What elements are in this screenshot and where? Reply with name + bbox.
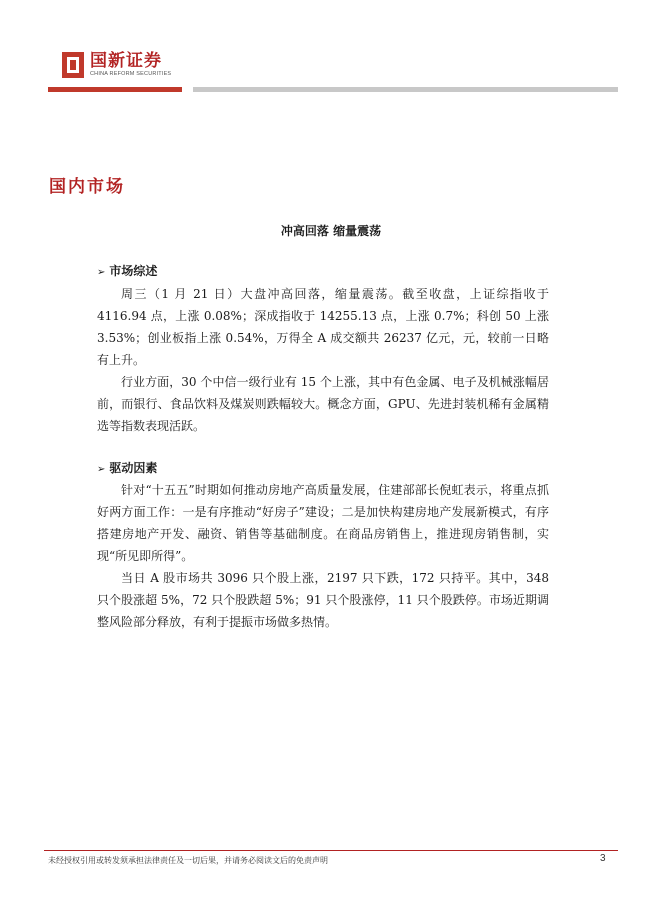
- logo-chinese-name: 国新证券: [90, 50, 162, 71]
- header-rule: [193, 87, 618, 92]
- arrow-bullet-icon: ➢: [97, 267, 106, 278]
- footer-rule: [44, 850, 618, 851]
- article-title: 冲高回落 缩量震荡: [280, 224, 382, 238]
- arrow-bullet-icon: ➢: [97, 464, 106, 475]
- footer-disclaimer: 未经授权引用或转发须承担法律责任及一切后果，并请务必阅读文后的免责声明: [48, 856, 328, 865]
- company-logo: [62, 50, 171, 80]
- page-number: 3: [600, 853, 606, 864]
- logo-english-name: CHINA REFORM SECURITIES: [90, 70, 172, 77]
- paragraph: 行业方面，30 个中信一级行业有 15 个上涨，其中有色金属、电子及机械涨幅居前，而银行、食品饮料及煤炭则跌幅较大。概念方面，GPU、先进封装机稀有金属精选等指数表现活跃。: [97, 375, 549, 433]
- logo-mark-icon: [62, 52, 84, 78]
- section-title: 国内市场: [49, 177, 125, 197]
- paragraph: 周三（1 月 21 日）大盘冲高回落，缩量震荡。截至收盘，上证综指收于 4116.94 点，上涨 0.08%；深成指收于 14255.13 点，上涨 0.7%；科创 50 上涨 3.53%；创业板指上涨 0.54%，万得全 A 成交额共 26237 亿元，元，较前一日略有上升。: [97, 287, 549, 367]
- paragraph: 针对“十五五”时期如何推动房地产高质量发展，住建部部长倪虹表示，将重点抓好两方面工作：一是有序推动“好房子”建设；二是加快构建房地产发展新模式，有序搭建房地产开发、融资、销售等基础制度。在商品房销售上，推进现房销售制，实现“所见即所得”。: [97, 483, 549, 563]
- subheading-drivers: ➢ 驱动因素: [97, 461, 158, 475]
- paragraph: 当日 A 股市场共 3096 只个股上涨，2197 只下跌，172 只持平。其中，348 只个股涨超 5%，72 只个股跌超 5%；91 只个股涨停，11 只个股跌停。市场近期调整风险部分释放，有利于提振市场做多热情。: [97, 571, 549, 629]
- header-rule-accent: [48, 87, 182, 92]
- subheading-market-summary: ➢ 市场综述: [97, 264, 158, 278]
